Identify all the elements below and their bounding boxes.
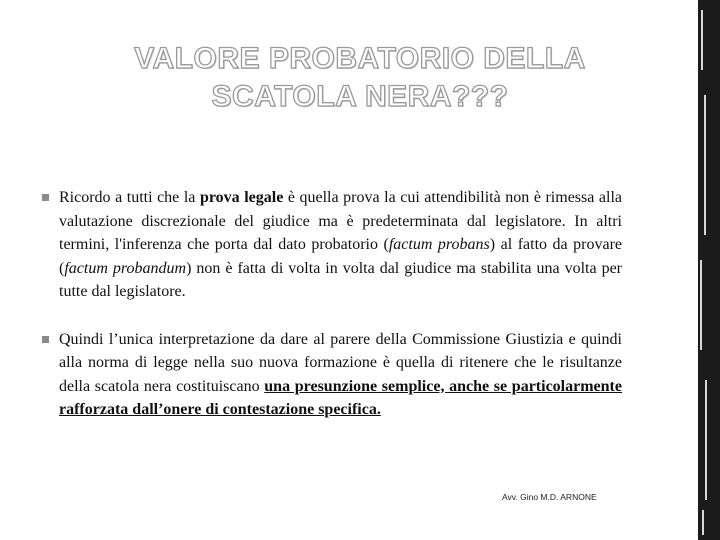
bullet-item — [42, 328, 622, 422]
square-bullet-icon — [42, 194, 49, 201]
bullet-segment: è quella prova la cui attendibilità non è rimessa alla valutazione discrezionale del giudice ma è predeterminata dal legislatore. In altri termini, l'inferenza che porta dal dato probatorio ( — [59, 189, 622, 253]
bullet-segment-bold: prova legale — [199, 189, 284, 206]
bullet-segment: Quindi l’unica interpretazione da dare al parere della Commissione Giustizia e quindi alla norma di legge nella suo nuova formazione è quella di ritenere che le risultanze della scatola nera costituiscano — [59, 330, 622, 395]
bullet-segment: ) al fatto da provare ( — [59, 236, 623, 277]
bullet-segment: Ricordo a tutti che la — [59, 189, 200, 206]
square-bullet-icon — [42, 336, 49, 343]
slide-title — [60, 40, 660, 116]
title-line-2: SCATOLA NERA??? — [211, 80, 509, 113]
bullet-segment-italic: factum probans — [388, 236, 490, 253]
decorative-border — [698, 0, 720, 540]
author-footer: Avv. Gino M.D. ARNONE — [502, 492, 597, 502]
bullet-list — [42, 186, 622, 422]
bullet-segment-italic: factum probandum — [64, 259, 187, 277]
bullet-segment-underlined: una presunzione semplice, anche se particolarmente rafforzata dall’onere di contestazione specifica. — [59, 377, 622, 418]
bullet-item — [42, 186, 622, 304]
bullet-segment: ) non è fatta di volta in volta dal giudice ma stabilita una volta per tutte dal legislatore. — [59, 259, 623, 300]
title-line-1: VALORE PROBATORIO DELLA — [134, 42, 586, 75]
